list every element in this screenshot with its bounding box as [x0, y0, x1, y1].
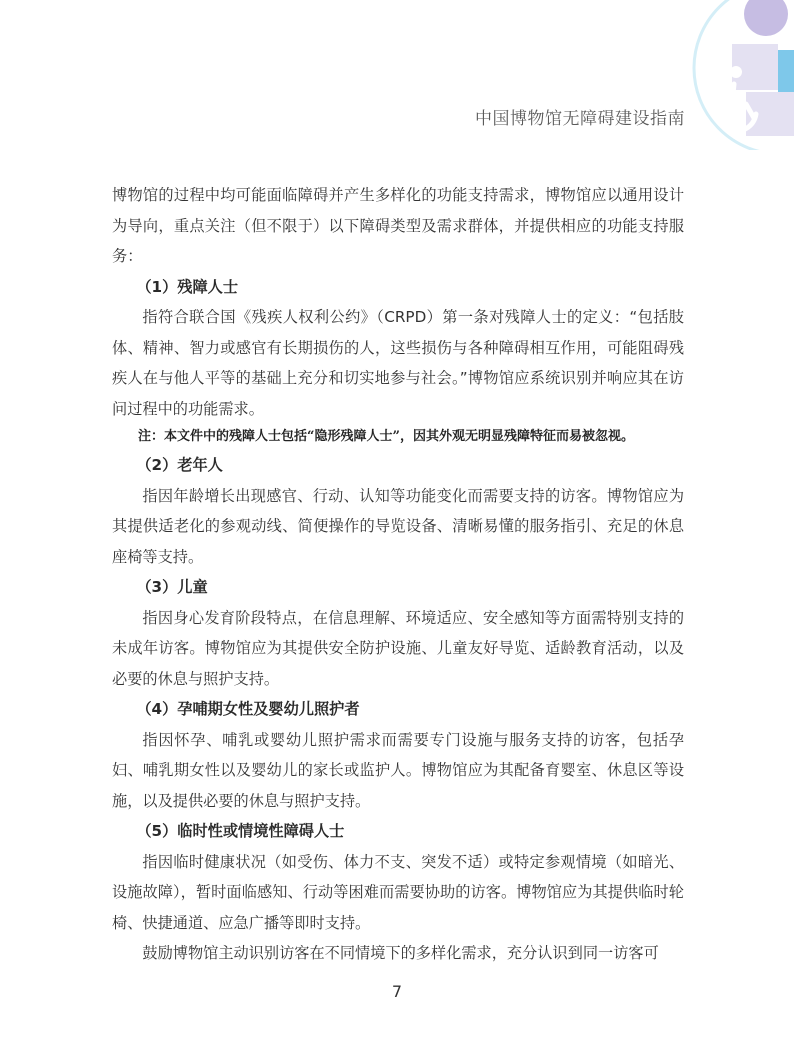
section-text-caregivers: 指因怀孕、哺乳或婴幼儿照护需求而需要专门设施与服务支持的访客，包括孕妇、哺乳期女性以及婴幼儿的家长或监护人。博物馆应为其配备育婴室、休息区等设施，以及提供必要的休息与照护支持。 — [112, 730, 684, 810]
section-text-children: 指因身心发育阶段特点，在信息理解、环境适应、安全感知等方面需特别支持的未成年访客。博物馆应为其提供安全防护设施、儿童友好导览、适龄教育活动，以及必要的休息与照护支持。 — [112, 608, 684, 688]
section-heading-temporary: （5）临时性或情境性障碍人士 — [136, 822, 345, 840]
section-heading-caregivers: （4）孕哺期女性及婴幼儿照护者 — [136, 700, 360, 718]
document-title: 中国博物馆无障碍建设指南 — [475, 109, 685, 129]
section-text-temporary: 指因临时健康状况（如受伤、体力不支、突发不适）或特定参观情境（如暗光、设施故障），暂时面临感知、行动等困难而需要协助的访客。博物馆应为其提供临时轮椅、快捷通道、应急广播等即时支持。 — [112, 852, 684, 932]
section-text-elderly: 指因年龄增长出现感官、行动、认知等功能变化而需要支持的访客。博物馆应为其提供适老化的参观动线、简便操作的导览设备、清晰易懂的服务指引、充足的休息座椅等支持。 — [112, 486, 684, 566]
accessibility-wheelchair-icon — [680, 0, 794, 150]
intro-paragraph: 博物馆的过程中均可能面临障碍并产生多样化的功能支持需求，博物馆应以通用设计为导向，重点关注（但不限于）以下障碍类型及需求群体，并提供相应的功能支持服务： — [112, 186, 684, 265]
page-body — [112, 180, 684, 969]
header-decoration — [680, 0, 794, 150]
section-heading-children: （3）儿童 — [136, 578, 208, 596]
section-text-disabled: 指符合联合国《残疾人权利公约》（CRPD）第一条对残障人士的定义：“包括肢体、精神、智力或感官有长期损伤的人，这些损伤与各种障碍相互作用，可能阻碍残疾人在与他人平等的基础上充分和切实地参与社会。”博物馆应系统识别并响应其在访问过程中的功能需求。 — [112, 308, 684, 418]
closing-paragraph: 鼓励博物馆主动识别访客在不同情境下的多样化需求，充分认识到同一访客可 — [142, 944, 659, 962]
section-heading-disabled: （1）残障人士 — [136, 277, 239, 296]
section-note-disabled: 注：本文件中的残障人士包括“隐形残障人士”，因其外观无明显残障特征而易被忽视。 — [138, 429, 634, 444]
section-heading-elderly: （2）老年人 — [136, 456, 223, 474]
page-number: 7 — [391, 982, 403, 1001]
